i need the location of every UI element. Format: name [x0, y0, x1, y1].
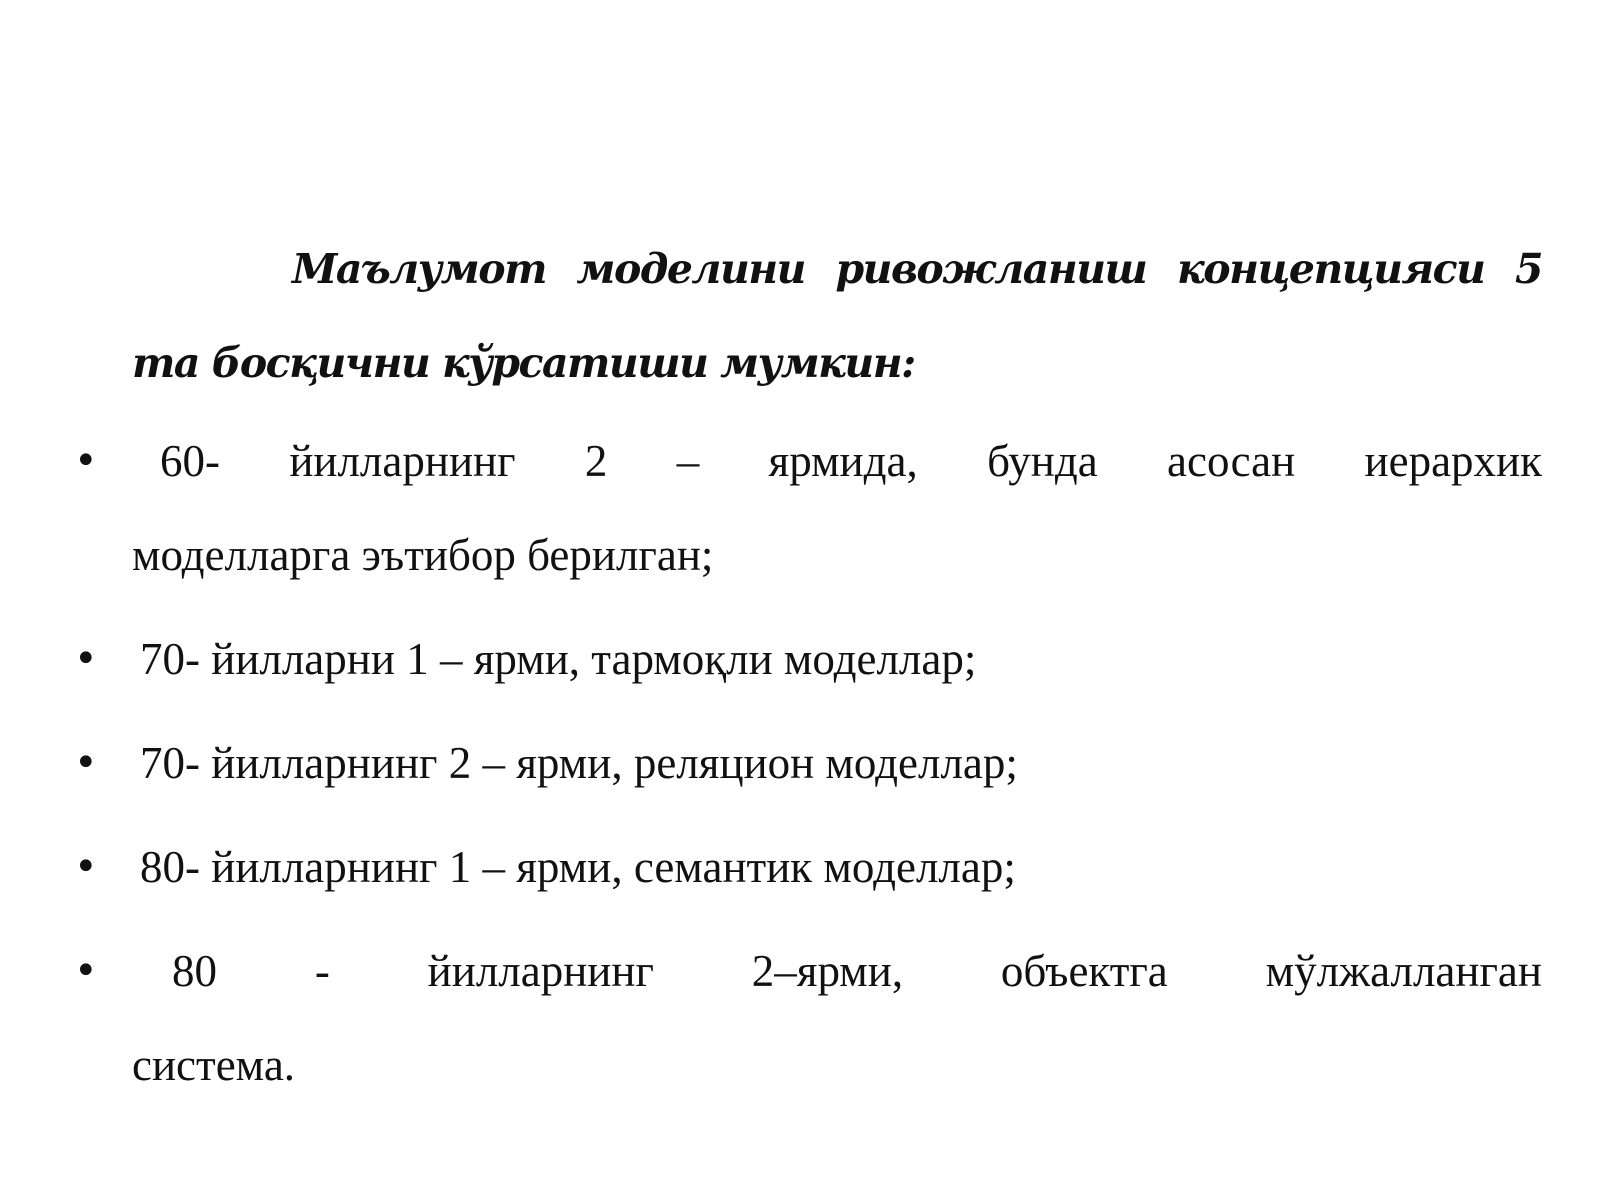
bullet-item-4-line-1: 80- йилларнинг 1 – ярми, семантик моделлар;: [140, 842, 1016, 892]
bullet-icon: •: [74, 844, 98, 890]
bullet-icon: •: [74, 438, 98, 484]
bullet-item-5-line-1: 80 - йилларнинг 2–ярми, объектга мўлжалланган: [172, 946, 1542, 996]
bullet-icon: •: [74, 948, 98, 994]
bullet-icon: •: [74, 740, 98, 786]
bullet-item-1-line-1: 60- йилларнинг 2 – ярмида, бунда асосан иерархик: [160, 436, 1542, 486]
slide-heading: Маълумот моделини ривожланиш концепцияси 5 та босқични кўрсатиши мумкин:: [132, 245, 1542, 387]
bullet-item-5: [74, 924, 1542, 1112]
bullet-item-2-line-1: 70- йилларни 1 – ярми, тармоқли моделлар;: [140, 634, 977, 684]
bullet-item-3-line-1: 70- йилларнинг 2 – ярми, реляцион моделлар;: [140, 738, 1018, 788]
bullet-item-1: [74, 414, 1542, 602]
bullet-icon: •: [74, 636, 98, 682]
bullet-item-5-line-2: система.: [132, 1040, 296, 1090]
bullet-item-1-line-2: моделларга эътибор берилган;: [132, 530, 714, 580]
bullet-item-4: [74, 820, 1542, 914]
bullet-item-3: [74, 716, 1542, 810]
bullet-item-2: [74, 612, 1542, 706]
